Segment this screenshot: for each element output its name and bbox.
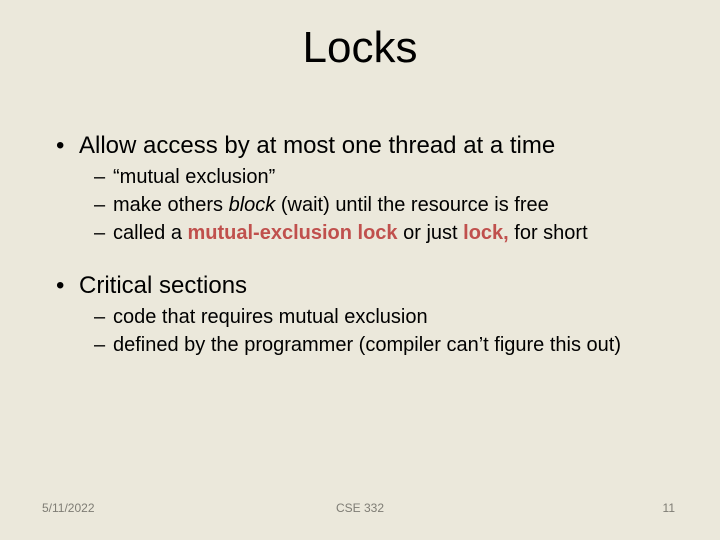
- slide-footer: [0, 501, 720, 521]
- sub-bullet-text-segment: for short: [508, 222, 588, 244]
- sub-bullet-text-segment: (wait) until the resource is free: [275, 194, 549, 216]
- sub-bullet-text-segment: “mutual exclusion”: [113, 166, 276, 188]
- dash-marker: –: [94, 222, 106, 244]
- dash-marker: –: [94, 194, 106, 216]
- sub-bullet-list: [0, 303, 720, 359]
- bullet-item: [0, 131, 720, 161]
- sub-bullet-item: [0, 191, 720, 219]
- dash-marker: –: [94, 334, 106, 356]
- sub-bullet-item: [0, 219, 720, 247]
- sub-bullet-item: [0, 331, 720, 359]
- bullet-text: Critical sections: [79, 272, 248, 299]
- sub-bullet-item: [0, 163, 720, 191]
- sub-bullet-list: [0, 163, 720, 247]
- bullet-marker: •: [56, 132, 65, 159]
- sub-bullet-text-segment-italic: block: [228, 194, 276, 216]
- bullet-text: Allow access by at most one thread at a time: [79, 132, 556, 159]
- footer-page-number: 11: [662, 501, 675, 515]
- sub-bullet-text-segment: make others: [113, 194, 229, 216]
- footer-date: 5/11/2022: [42, 501, 95, 515]
- sub-bullet-text-segment-emphasis: lock,: [463, 222, 509, 244]
- bullet-group-critical-sections: [0, 271, 720, 359]
- dash-marker: –: [94, 166, 106, 188]
- dash-marker: –: [94, 306, 106, 328]
- slide-body: [0, 131, 720, 359]
- sub-bullet-text-segment-emphasis: mutual-exclusion lock: [187, 222, 398, 244]
- footer-course-label: CSE 332: [335, 501, 385, 515]
- sub-bullet-item: [0, 303, 720, 331]
- sub-bullet-text-segment: defined by the programmer (compiler can’t figure this out): [113, 334, 622, 356]
- bullet-group-allow-access: [0, 131, 720, 247]
- slide-title: Locks: [302, 23, 418, 72]
- bullet-marker: •: [56, 272, 65, 299]
- sub-bullet-text-segment: or just: [397, 222, 464, 244]
- sub-bullet-text-segment: code that requires mutual exclusion: [113, 306, 428, 328]
- bullet-item: [0, 271, 720, 301]
- sub-bullet-text-segment: called a: [113, 222, 188, 244]
